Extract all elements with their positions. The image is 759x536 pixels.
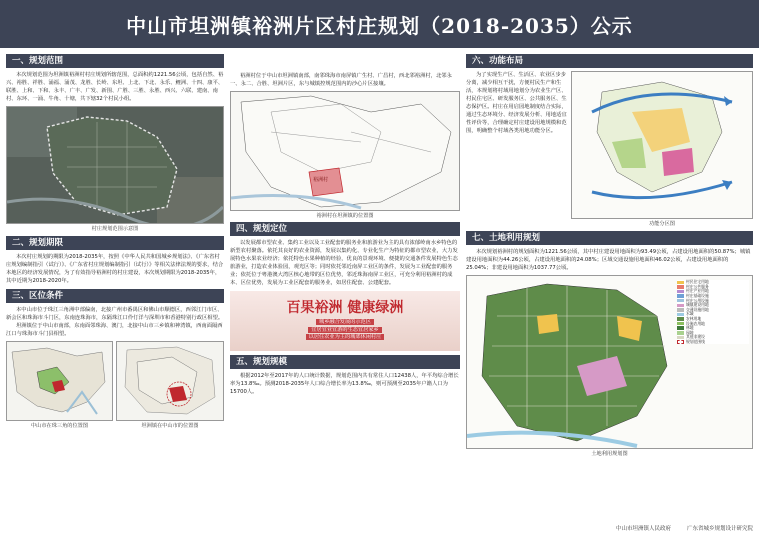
function-text: 为了实现生产区、生活区、农业区步步分离，减少相互干扰，方便村民生产和生活，本规划将村域用地划分为农业生产区、村民住宅区、研发服务区、公共服务区、生态保护区。村庄在用启园地制度结合实际，通过生态环境分、经济发展分析、用地适宜性评价等，合理确定村庄建设用地规模和范围，明确整个村域各类用地功能分区。 <box>466 72 567 134</box>
scope-map-caption: 村庄规划范围示意图 <box>91 226 139 232</box>
legend-item: 交通设施用地 <box>677 308 749 313</box>
scope-map-graphic <box>7 107 223 224</box>
landuse-text: 本次规划裕洲村的规划面积为1221.56公顷，其中村庄建设用地面积为93.49公顷，占建设用地面积的50.87%；城镇建设用地面积为44.26公顷，占建设用地面积的24.08%；区域交通设施用地面积46.02公顷，占建设用地面积的25.04%；非建设用地面积为1037.77公顷。 <box>466 249 751 271</box>
slogan-banner <box>230 291 460 351</box>
landuse-map-caption: 土地利用规划图 <box>591 451 628 457</box>
village-location-map <box>230 91 460 211</box>
legend-item: 村庄公用设施 <box>677 298 749 303</box>
section-title-positioning: 四、规划定位 <box>230 222 460 236</box>
slogan-lines <box>230 319 460 342</box>
prd-map-caption: 中山市在珠三角的位置图 <box>30 423 89 429</box>
legend-item: 设施农用地 <box>677 321 749 326</box>
legend-item: 其他非建设 <box>677 335 749 340</box>
scope-text: 本次规划范围为坦洲镇裕洲村村庄规划所辖范围，总面积约1221.56公顷，包括自然、裕兴、裕胜、祥胜、涌福、涌茂、龙胜、长岭、东坦、上北、下北、永乐、鲤洲、十四、康平、联胜、上和、下和、永丰、广丰、广发、新围、广胜、三胜、永胜、西兴、六联、建南、南村、东环、一涌、牛角、十塘，共下辖32个村民小组。 <box>6 72 224 102</box>
village-map-graphic <box>231 92 459 211</box>
section-title-function: 六、功能布局 <box>466 54 753 68</box>
prd-map-graphic <box>7 342 112 420</box>
landuse-legend <box>677 280 749 344</box>
footer <box>468 524 753 532</box>
slogan-line-2: 宜居宜业宜游的生态宜居家乡 <box>308 327 381 333</box>
section-title-scale: 五、规划规模 <box>230 355 460 369</box>
section-title-location: 三、区位条件 <box>6 289 224 303</box>
legend-item: 城镇建设用地 <box>677 303 749 308</box>
scale-text: 根据2012年至2017年的人口统计数据，规划范围内共有常住人口12438人，年平均综合增长率为13.8‰。预测2018-2035年人口综合增长率为13.8‰，则可预测至2035年户籍人口为15700人。 <box>230 373 459 395</box>
middle-column <box>230 54 460 396</box>
right-column <box>466 54 753 457</box>
function-map-graphic <box>572 72 752 218</box>
slogan-line-3: 以居住农业为主的城郊休闲村庄 <box>306 334 385 340</box>
legend-item: 村庄产业用地 <box>677 289 749 294</box>
zs-map-caption: 坦洲镇在中山市的位置图 <box>141 423 199 429</box>
footer-designer: 广东省城乡规划设计研究院 <box>686 526 753 532</box>
positioning-text: 以发展都市型农业、集约工业以及工业配套的服务业和旅游业为主的具有浓郁岭南水乡特色的新型农村聚落。依托其良好的农业资源，发展以集约化、专业化生产为特征的都市型农业，大力发展特色水果农业经济；依托特色水果种植的经验，优良的景观环境、便捷的交通条件发展特色生态旅游业，打造农业体验园，观光区等；同时依托邻近南屏工业区的条件，发展为工业配套的服务业；依托位于粤港澳大湾区核心地带的区位优势，邻近珠海南屏工业区，可充分利用裕洲村的成本、区位优势，发展为工业区配套的服务业，如居住配套、公建配套。 <box>230 240 458 286</box>
location-text-1: 本中山市位于珠江三角洲中部偏南，北接广州市番禺区和佛山市顺德区，西邻江门市区、新会区和珠海市斗门区，东南连珠海市，东隔珠江口伶仃洋与深圳市和香港特别行政区相望。 <box>6 307 224 321</box>
village-map-caption: 裕洲村在坦洲镇的位置图 <box>316 213 374 219</box>
legend-item: 村民住宅用地 <box>677 280 749 285</box>
scope-map <box>6 106 224 224</box>
legend-item: 村庄公共服务 <box>677 285 749 290</box>
legend-item: 水域 <box>677 312 749 317</box>
legend-item: 农林用地 <box>677 317 749 322</box>
function-zoning-map <box>571 71 753 219</box>
zs-map-graphic <box>117 342 223 420</box>
footer-issuer: 中山市坦洲镇人民政府 <box>615 526 671 532</box>
legend-item: 规划范围线 <box>677 340 749 345</box>
page-title: 中山市坦洲镇裕洲片区村庄规划（2018-2035）公示 <box>126 13 633 38</box>
section-title-period: 二、规划期限 <box>6 236 224 250</box>
page-header <box>0 0 759 48</box>
slogan-line-1: 城乡融合发展的示范区 <box>316 319 374 325</box>
zhongshan-location-map <box>116 341 224 421</box>
landuse-map-graphic <box>467 276 677 448</box>
function-block <box>466 71 753 227</box>
legend-item: 村庄基础设施 <box>677 294 749 299</box>
legend-item: 林地 <box>677 326 749 331</box>
village-map-label: 裕洲村 <box>313 177 329 183</box>
period-text: 本次村庄规划的期限为2018-2035年，按照《中华人民共和国城乡规划法》、《广东省村庄规划编制指引（试行）》、《广东省村庄规划编制指引（试行）》等相关法律法规的要求，结合本地区的经济发展情况，为了有效指导裕洲村的村庄建设，本次规划期限为2018-2035年，其中近期为2018-2020年。 <box>6 254 224 284</box>
section-title-scope: 一、规划范围 <box>6 54 224 68</box>
left-column <box>6 54 224 429</box>
location-maps <box>6 341 224 429</box>
prd-location-map <box>6 341 113 421</box>
section-title-landuse: 七、土地利用规划 <box>466 231 753 245</box>
function-map-caption: 功能分区图 <box>649 221 675 227</box>
village-location-text: 裕洲村位于中山市坦洲镇南部，南邻珠海市南屏镇广生村、广昌村，西北邻裕洲村，北邻永一、永二、合胜、坦洲片区，东与城镇控规范围内的沙心片区接壤。 <box>230 73 452 87</box>
location-text-2: 坦洲镇位于中山市南部，东南面邻珠海、澳门，北接中山市三乡镇和神湾镇，西南面隔西江口与珠海市斗门县相望。 <box>6 323 223 337</box>
legend-item: 园地 <box>677 331 749 336</box>
landuse-plan-map <box>466 275 753 449</box>
slogan-title: 百果裕洲 健康绿洲 <box>286 300 404 316</box>
